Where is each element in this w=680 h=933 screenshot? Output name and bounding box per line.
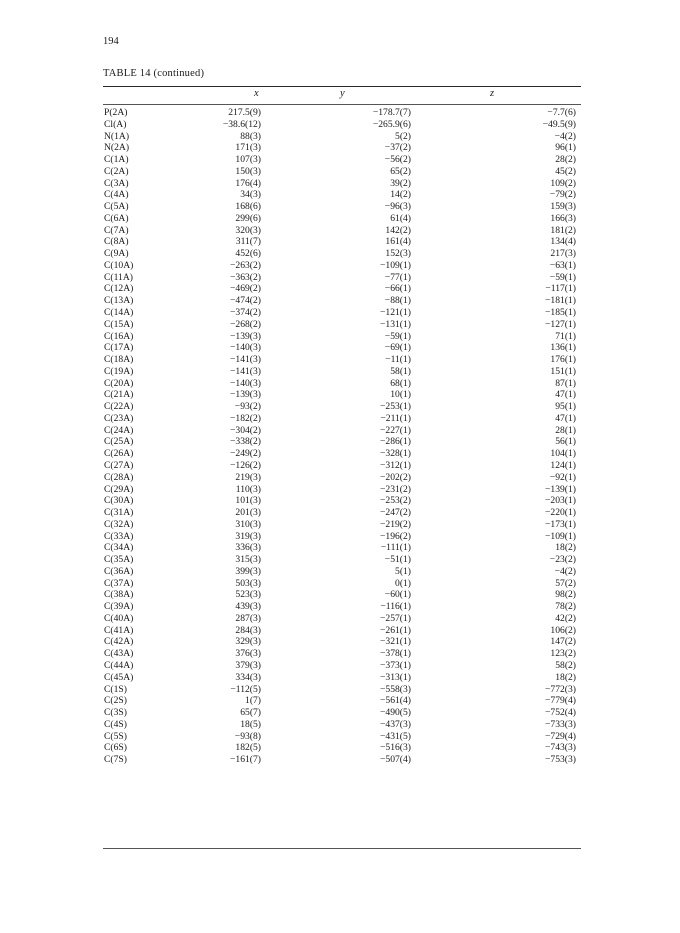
table-row [103, 554, 581, 566]
atom-label: C(41A) [104, 624, 134, 636]
table-row [103, 131, 581, 143]
x-value: 150(3) [235, 165, 261, 177]
table-row [103, 389, 581, 401]
atom-label: C(39A) [104, 601, 134, 613]
atom-label: C(36A) [104, 565, 134, 577]
x-value: 320(3) [235, 224, 261, 236]
atom-label: C(37A) [104, 577, 134, 589]
atom-label: C(6S) [104, 742, 127, 754]
z-value: 124(1) [550, 459, 576, 471]
z-value: −753(3) [545, 754, 576, 766]
z-value: −127(1) [545, 318, 576, 330]
y-value: −313(1) [380, 671, 411, 683]
x-value: −304(2) [230, 424, 261, 436]
atom-label: C(16A) [104, 330, 134, 342]
atom-label: C(9A) [104, 248, 129, 260]
table-row [103, 201, 581, 213]
table-top-rule [103, 86, 581, 87]
x-value: 315(3) [235, 554, 261, 566]
table-row [103, 601, 581, 613]
atom-label: C(14A) [104, 307, 134, 319]
column-header-x: x [254, 88, 259, 99]
x-value: −93(2) [234, 401, 261, 413]
atom-label: C(12A) [104, 283, 134, 295]
table-header-rule [103, 104, 581, 105]
atom-label: C(24A) [104, 424, 134, 436]
y-value: 152(3) [385, 248, 411, 260]
table-row [103, 342, 581, 354]
y-value: −109(1) [380, 259, 411, 271]
x-value: −93(8) [234, 730, 261, 742]
atom-label: C(6A) [104, 212, 129, 224]
y-value: 61(4) [390, 212, 411, 224]
atom-label: C(2A) [104, 165, 129, 177]
y-value: −286(1) [380, 436, 411, 448]
z-value: −117(1) [545, 283, 576, 295]
atom-label: C(35A) [104, 554, 134, 566]
atom-label: C(29A) [104, 483, 134, 495]
x-value: 452(6) [235, 248, 261, 260]
z-value: 18(2) [555, 671, 576, 683]
atom-label: C(8A) [104, 236, 129, 248]
atom-label: C(43A) [104, 648, 134, 660]
atom-label: C(15A) [104, 318, 134, 330]
atom-label: C(3A) [104, 177, 129, 189]
x-value: −182(2) [230, 412, 261, 424]
y-value: −378(1) [380, 648, 411, 660]
y-value: −196(2) [380, 530, 411, 542]
x-value: −263(2) [230, 259, 261, 271]
y-value: −265.9(6) [372, 118, 411, 130]
x-value: 34(3) [240, 189, 261, 201]
y-value: −516(3) [380, 742, 411, 754]
z-value: 71(1) [555, 330, 576, 342]
atom-label: C(23A) [104, 412, 134, 424]
y-value: −59(1) [384, 330, 411, 342]
x-value: −161(7) [230, 754, 261, 766]
table-row [103, 166, 581, 178]
y-value: −321(1) [380, 636, 411, 648]
table-row [103, 425, 581, 437]
x-value: 439(3) [235, 601, 261, 613]
x-value: 65(7) [240, 707, 261, 719]
table-row [103, 154, 581, 166]
x-value: −141(3) [230, 354, 261, 366]
x-value: 168(6) [235, 201, 261, 213]
x-value: −141(3) [230, 365, 261, 377]
z-value: −181(1) [545, 295, 576, 307]
z-value: 104(1) [550, 448, 576, 460]
table-row [103, 307, 581, 319]
x-value: 319(3) [235, 530, 261, 542]
table-row [103, 484, 581, 496]
table-row [103, 660, 581, 672]
table-row [103, 225, 581, 237]
atom-label: N(1A) [104, 130, 130, 142]
y-value: −202(2) [380, 471, 411, 483]
y-value: −312(1) [380, 459, 411, 471]
y-value: −66(1) [384, 283, 411, 295]
x-value: −268(2) [230, 318, 261, 330]
column-header-y: y [340, 88, 345, 99]
table-row [103, 566, 581, 578]
column-header-z: z [490, 88, 495, 99]
atom-label: C(2S) [104, 695, 127, 707]
table-row [103, 119, 581, 131]
x-value: −139(3) [230, 389, 261, 401]
x-value: 176(4) [235, 177, 261, 189]
atom-label: C(17A) [104, 342, 134, 354]
atom-label: C(45A) [104, 671, 134, 683]
table-row [103, 531, 581, 543]
y-value: −69(1) [384, 342, 411, 354]
z-value: −63(1) [549, 259, 576, 271]
z-value: −7.7(6) [547, 107, 576, 118]
z-value: −203(1) [545, 495, 576, 507]
z-value: 78(2) [555, 601, 576, 613]
x-value: −474(2) [230, 295, 261, 307]
z-value: 147(2) [550, 636, 576, 648]
table-row [103, 236, 581, 248]
x-value: −374(2) [230, 307, 261, 319]
atom-label: C(32A) [104, 518, 134, 530]
z-value: 176(1) [550, 354, 576, 366]
x-value: 329(3) [235, 636, 261, 648]
y-value: −507(4) [380, 754, 411, 766]
atom-label: C(5S) [104, 730, 127, 742]
atom-label: C(11A) [104, 271, 133, 283]
atom-label: C(22A) [104, 401, 134, 413]
table-row [103, 754, 581, 766]
z-value: −743(3) [545, 742, 576, 754]
x-value: 219(3) [235, 471, 261, 483]
y-value: 161(4) [385, 236, 411, 248]
atom-label: C(26A) [104, 448, 134, 460]
table-row [103, 460, 581, 472]
z-value: 96(1) [555, 142, 576, 154]
x-value: 376(3) [235, 648, 261, 660]
x-value: −112(5) [230, 683, 261, 695]
x-value: 88(3) [240, 130, 261, 142]
table-row [103, 542, 581, 554]
table-row [103, 472, 581, 484]
table-row [103, 742, 581, 754]
atom-label: C(1S) [104, 683, 127, 695]
z-value: −49.5(9) [542, 118, 576, 130]
atom-label: N(2A) [104, 142, 130, 154]
atom-label: C(34A) [104, 542, 134, 554]
table-row [103, 672, 581, 684]
atom-label: C(7S) [104, 754, 127, 766]
table-row [103, 107, 581, 119]
table-row [103, 366, 581, 378]
y-value: 0(1) [395, 577, 411, 589]
z-value: 28(2) [555, 154, 576, 166]
x-value: −249(2) [230, 448, 261, 460]
atom-label: C(21A) [104, 389, 134, 401]
z-value: 42(2) [555, 612, 576, 624]
z-value: 181(2) [550, 224, 576, 236]
y-value: −96(3) [384, 201, 411, 213]
table-row [103, 731, 581, 743]
x-value: 310(3) [235, 518, 261, 530]
y-value: −121(1) [380, 307, 411, 319]
z-value: 47(1) [555, 412, 576, 424]
table-row [103, 613, 581, 625]
y-value: −11(1) [385, 354, 411, 366]
z-value: 134(4) [550, 236, 576, 248]
x-value: −338(2) [230, 436, 261, 448]
atom-label: C(30A) [104, 495, 134, 507]
y-value: −431(5) [380, 730, 411, 742]
table-row [103, 213, 581, 225]
table-row [103, 707, 581, 719]
atom-label: C(25A) [104, 436, 134, 448]
z-value: 87(1) [555, 377, 576, 389]
y-value: −261(1) [380, 624, 411, 636]
z-value: −185(1) [545, 307, 576, 319]
table-row [103, 684, 581, 696]
y-value: −131(1) [380, 318, 411, 330]
y-value: −77(1) [384, 271, 411, 283]
x-value: 1(7) [245, 695, 261, 707]
x-value: 287(3) [235, 612, 261, 624]
table-caption: TABLE 14 (continued) [103, 68, 205, 79]
y-value: −373(1) [380, 659, 411, 671]
z-value: 18(2) [555, 542, 576, 554]
table-row [103, 295, 581, 307]
x-value: 107(3) [235, 154, 261, 166]
atom-label: C(13A) [104, 295, 134, 307]
y-value: 65(2) [390, 165, 411, 177]
table-row [103, 507, 581, 519]
z-value: 106(2) [550, 624, 576, 636]
x-value: 101(3) [235, 495, 261, 507]
z-value: −173(1) [545, 518, 576, 530]
y-value: −247(2) [380, 507, 411, 519]
y-value: −490(5) [380, 707, 411, 719]
page-number: 194 [103, 36, 119, 47]
x-value: 523(3) [235, 589, 261, 601]
x-value: 110(3) [235, 483, 261, 495]
table-row [103, 636, 581, 648]
x-value: 334(3) [235, 671, 261, 683]
x-value: −38.6(12) [222, 118, 261, 130]
x-value: 201(3) [235, 507, 261, 519]
y-value: −88(1) [384, 295, 411, 307]
x-value: 284(3) [235, 624, 261, 636]
z-value: 58(2) [555, 659, 576, 671]
atom-label: C(4S) [104, 718, 127, 730]
z-value: 57(2) [555, 577, 576, 589]
table-bottom-rule [103, 848, 581, 849]
table-row [103, 719, 581, 731]
table-row [103, 495, 581, 507]
x-value: 311(7) [235, 236, 261, 248]
atom-label: C(28A) [104, 471, 134, 483]
y-value: 10(1) [390, 389, 411, 401]
z-value: −779(4) [545, 695, 576, 707]
x-value: −469(2) [230, 283, 261, 295]
table-row [103, 378, 581, 390]
table-row [103, 189, 581, 201]
y-value: −437(3) [380, 718, 411, 730]
x-value: −140(3) [230, 342, 261, 354]
table-row [103, 589, 581, 601]
y-value: −51(1) [384, 554, 411, 566]
table-row [103, 331, 581, 343]
atom-label: C(4A) [104, 189, 129, 201]
z-value: 109(2) [550, 177, 576, 189]
y-value: −56(2) [384, 154, 411, 166]
atom-label: C(44A) [104, 659, 134, 671]
z-value: 95(1) [555, 401, 576, 413]
x-value: −363(2) [230, 271, 261, 283]
x-value: 299(6) [235, 212, 261, 224]
x-value: 18(5) [240, 718, 261, 730]
x-value: 217.5(9) [228, 107, 261, 118]
z-value: 159(3) [550, 201, 576, 213]
y-value: −111(1) [380, 542, 411, 554]
y-value: −178.7(7) [372, 107, 411, 118]
z-value: 123(2) [550, 648, 576, 660]
y-value: 14(2) [390, 189, 411, 201]
z-value: −109(1) [545, 530, 576, 542]
atom-label: C(33A) [104, 530, 134, 542]
y-value: 5(2) [395, 130, 411, 142]
table-row [103, 413, 581, 425]
z-value: −729(4) [545, 730, 576, 742]
z-value: −92(1) [549, 471, 576, 483]
y-value: −37(2) [384, 142, 411, 154]
table-row [103, 578, 581, 590]
y-value: −328(1) [380, 448, 411, 460]
y-value: −211(1) [380, 412, 411, 424]
z-value: 56(1) [555, 436, 576, 448]
z-value: −4(2) [554, 130, 576, 142]
atom-label: Cl(A) [104, 118, 127, 130]
z-value: −59(1) [549, 271, 576, 283]
y-value: −116(1) [380, 601, 411, 613]
z-value: 151(1) [550, 365, 576, 377]
table-row [103, 436, 581, 448]
y-value: −253(2) [380, 495, 411, 507]
table-row [103, 142, 581, 154]
x-value: 379(3) [235, 659, 261, 671]
atom-label: C(42A) [104, 636, 134, 648]
atom-label: C(31A) [104, 507, 134, 519]
table-row [103, 283, 581, 295]
table-row [103, 625, 581, 637]
x-value: −126(2) [230, 459, 261, 471]
atom-label: C(38A) [104, 589, 134, 601]
z-value: −752(4) [545, 707, 576, 719]
atom-label: C(27A) [104, 459, 134, 471]
atom-label: C(10A) [104, 259, 134, 271]
table-row [103, 272, 581, 284]
z-value: 166(3) [550, 212, 576, 224]
z-value: 217(3) [550, 248, 576, 260]
x-value: 336(3) [235, 542, 261, 554]
y-value: 39(2) [390, 177, 411, 189]
table-row [103, 319, 581, 331]
z-value: 28(1) [555, 424, 576, 436]
z-value: 136(1) [550, 342, 576, 354]
z-value: −772(3) [545, 683, 576, 695]
y-value: −227(1) [380, 424, 411, 436]
x-value: −139(3) [230, 330, 261, 342]
y-value: −231(2) [380, 483, 411, 495]
atom-label: C(7A) [104, 224, 129, 236]
table-body [103, 107, 581, 766]
z-value: −733(3) [545, 718, 576, 730]
y-value: 68(1) [390, 377, 411, 389]
y-value: −60(1) [384, 589, 411, 601]
table-row [103, 648, 581, 660]
atom-label: C(18A) [104, 354, 134, 366]
z-value: 47(1) [555, 389, 576, 401]
atom-label: C(20A) [104, 377, 134, 389]
y-value: −558(3) [380, 683, 411, 695]
table-row [103, 248, 581, 260]
z-value: 45(2) [555, 165, 576, 177]
y-value: −257(1) [380, 612, 411, 624]
atom-label: C(1A) [104, 154, 129, 166]
y-value: −219(2) [380, 518, 411, 530]
table-row [103, 178, 581, 190]
x-value: 171(3) [235, 142, 261, 154]
z-value: −4(2) [554, 565, 576, 577]
x-value: 503(3) [235, 577, 261, 589]
y-value: 5(1) [395, 565, 411, 577]
atom-label: C(5A) [104, 201, 129, 213]
x-value: 182(5) [235, 742, 261, 754]
table-row [103, 401, 581, 413]
y-value: −253(1) [380, 401, 411, 413]
atom-label: C(19A) [104, 365, 134, 377]
y-value: 142(2) [385, 224, 411, 236]
table-row [103, 695, 581, 707]
table-row [103, 260, 581, 272]
z-value: −23(2) [549, 554, 576, 566]
z-value: −79(2) [549, 189, 576, 201]
y-value: 58(1) [390, 365, 411, 377]
z-value: −139(1) [545, 483, 576, 495]
table-row [103, 519, 581, 531]
x-value: −140(3) [230, 377, 261, 389]
atom-label: C(40A) [104, 612, 134, 624]
atom-label: C(3S) [104, 707, 127, 719]
table-row [103, 448, 581, 460]
z-value: −220(1) [545, 507, 576, 519]
table-row [103, 354, 581, 366]
x-value: 399(3) [235, 565, 261, 577]
atom-label: P(2A) [104, 107, 128, 118]
y-value: −561(4) [380, 695, 411, 707]
z-value: 98(2) [555, 589, 576, 601]
